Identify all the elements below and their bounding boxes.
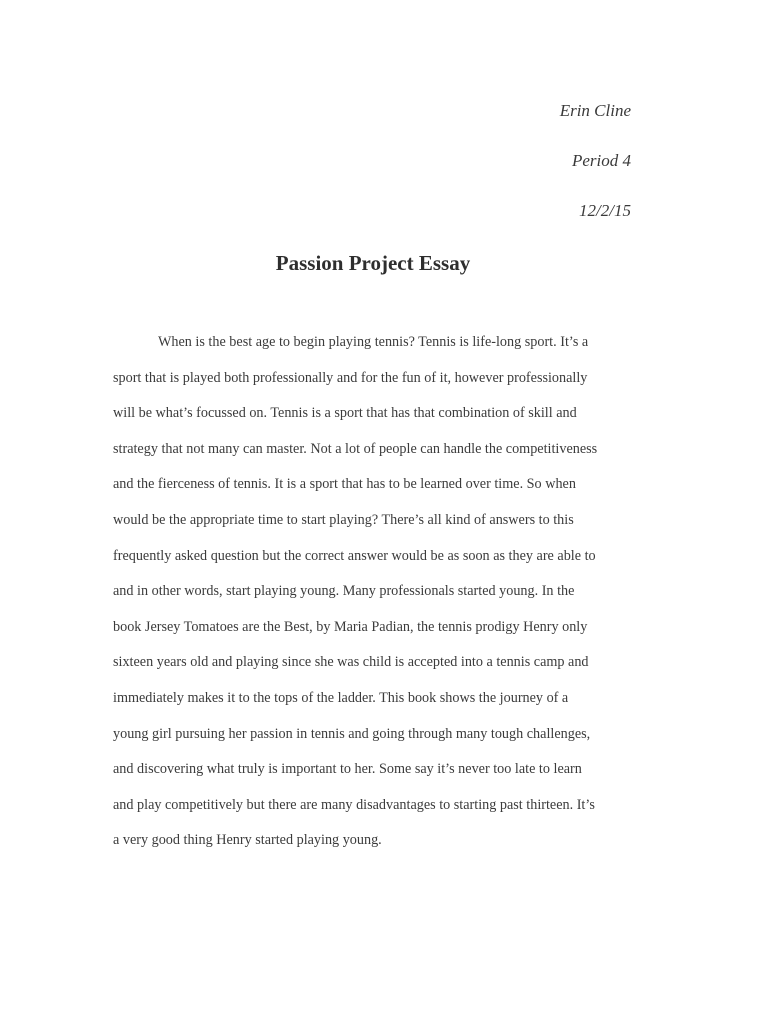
paragraph-line: sport that is played both professionally and for the fun of it, however professionally [113,369,588,386]
paragraph-line: When is the best age to begin playing tennis? Tennis is life-long sport. It’s a [158,334,589,350]
author-name: Erin Cline [559,101,631,120]
paragraph-line: immediately makes it to the tops of the ladder. This book shows the journey of a [113,689,569,706]
essay-paragraph [113,331,643,865]
paragraph-line: and play competitively but there are many disadvantages to starting past thirteen. It’s [113,796,595,813]
paragraph-line: would be the appropriate time to start playing? There’s all kind of answers to this [113,511,574,528]
paragraph-line: a very good thing Henry started playing young. [113,832,382,849]
class-period: Period 4 [571,151,631,170]
paragraph-line: and discovering what truly is important to her. Some say it’s never too late to learn [113,761,582,778]
paragraph-line: young girl pursuing her passion in tennis and going through many tough challenges, [113,725,591,742]
paragraph-line: and the fierceness of tennis. It is a sport that has to be learned over time. So when [113,476,576,493]
paragraph-line: book Jersey Tomatoes are the Best, by Maria Padian, the tennis prodigy Henry only [113,618,588,635]
paragraph-line: strategy that not many can master. Not a lot of people can handle the competitiveness [113,440,598,457]
paragraph-line: sixteen years old and playing since she was child is accepted into a tennis camp and [113,654,589,671]
paragraph-line: frequently asked question but the correct answer would be as soon as they are able to [113,547,596,564]
document-date: 12/2/15 [579,201,631,220]
paragraph-line: will be what’s focussed on. Tennis is a sport that has that combination of skill and [113,405,577,422]
paragraph-line: and in other words, start playing young. Many professionals started young. In the [113,583,575,600]
document-title: Passion Project Essay [275,251,471,275]
